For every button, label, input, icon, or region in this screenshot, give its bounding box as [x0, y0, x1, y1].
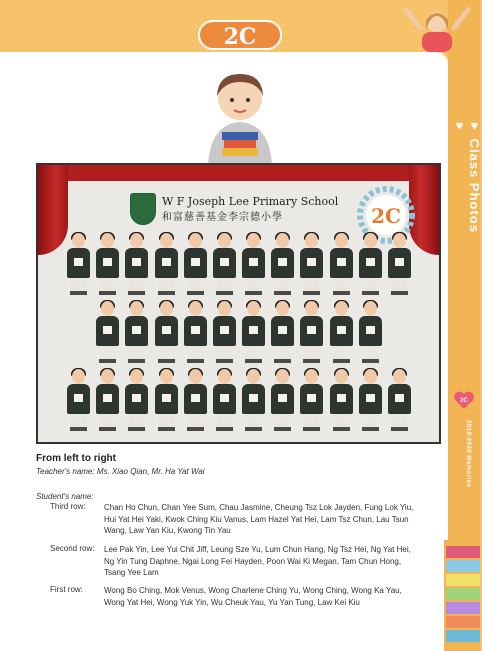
- student-shoe: [158, 359, 175, 363]
- student-shoe: [333, 291, 350, 295]
- student-head: [218, 369, 231, 384]
- student-shoe: [333, 359, 350, 363]
- student-legs: [304, 346, 319, 360]
- first-row-names: Wong Bo Ching, Mok Venus, Wong Charlene Ching Yu, Wong Ching, Wong Ka Yau, Wong Yat Hei, Wong Yuk Yin, Wu Cheuk Yau, Yu Yan Tung, Law Kei Kiu: [104, 586, 402, 607]
- student-legs: [217, 278, 232, 292]
- student-legs: [275, 346, 290, 360]
- student-shoe: [362, 291, 379, 295]
- second-row-names: Lee Pak Yin, Lee Yui Chit Jiff, Leung Sze Yu, Lum Chun Hang, Ng Tsz Hei, Ng Yat Hei, Ng Yin Tung Daphne, Ngai Long Fei Hayden, Poon Wai Ki Megan, Tam Chun Hong, Tsang Yee Lam: [104, 545, 411, 577]
- student-head: [335, 233, 348, 248]
- student-cert: [220, 326, 229, 334]
- student-figure: [122, 301, 150, 365]
- student-head: [247, 233, 260, 248]
- student-cert: [191, 326, 200, 334]
- student-cert: [74, 258, 83, 266]
- student-figure: [152, 301, 180, 365]
- student-shoe: [274, 291, 291, 295]
- student-figure: [268, 233, 296, 297]
- student-figure: [268, 369, 296, 433]
- student-legs: [392, 278, 407, 292]
- student-shoe: [128, 427, 145, 431]
- student-cert: [337, 258, 346, 266]
- student-shoe: [158, 427, 175, 431]
- student-figure: [239, 369, 267, 433]
- student-legs: [188, 278, 203, 292]
- student-shoe: [158, 291, 175, 295]
- student-head: [101, 233, 114, 248]
- student-cert: [220, 258, 229, 266]
- student-head: [335, 369, 348, 384]
- student-legs: [129, 414, 144, 428]
- student-legs: [334, 414, 349, 428]
- class-photo: [36, 163, 441, 444]
- student-head: [189, 233, 202, 248]
- student-shoe: [128, 291, 145, 295]
- student-head: [218, 301, 231, 316]
- student-legs: [129, 346, 144, 360]
- student-legs: [363, 278, 378, 292]
- student-head: [101, 369, 114, 384]
- student-figure: [93, 301, 121, 365]
- student-head: [101, 301, 114, 316]
- student-cert: [366, 326, 375, 334]
- student-figure: [268, 301, 296, 365]
- student-figure: [239, 301, 267, 365]
- student-shoe: [99, 291, 116, 295]
- student-head: [189, 301, 202, 316]
- class-badge: 2C: [198, 20, 282, 50]
- student-cert: [395, 258, 404, 266]
- student-head: [72, 233, 85, 248]
- student-head: [72, 369, 85, 384]
- student-legs: [363, 346, 378, 360]
- student-shoe: [303, 291, 320, 295]
- student-cert: [249, 326, 258, 334]
- student-shoe: [216, 427, 233, 431]
- student-head: [247, 301, 260, 316]
- student-cert: [191, 258, 200, 266]
- student-cert: [132, 258, 141, 266]
- student-figure: [181, 369, 209, 433]
- student-figure: [64, 233, 92, 297]
- student-figure: [356, 233, 384, 297]
- student-figure: [297, 369, 325, 433]
- student-shoe: [187, 427, 204, 431]
- student-legs: [100, 346, 115, 360]
- student-head: [276, 301, 289, 316]
- student-shoe: [70, 291, 87, 295]
- student-figure: [385, 233, 413, 297]
- student-head: [276, 233, 289, 248]
- teachers-names: Ms. Xiao Qian, Mr. Ha Yat Wai: [96, 467, 205, 476]
- student-figure: [327, 369, 355, 433]
- student-cert: [249, 394, 258, 402]
- student-head: [160, 301, 173, 316]
- student-figure: [64, 369, 92, 433]
- student-cert: [220, 394, 229, 402]
- first-row-label: First row:: [50, 585, 83, 594]
- student-legs: [246, 278, 261, 292]
- student-shoe: [391, 291, 408, 295]
- student-figure: [385, 369, 413, 433]
- student-head: [276, 369, 289, 384]
- student-shoe: [216, 359, 233, 363]
- student-cert: [162, 394, 171, 402]
- student-legs: [188, 346, 203, 360]
- student-shoe: [274, 359, 291, 363]
- student-shoe: [99, 427, 116, 431]
- student-figure: [356, 301, 384, 365]
- student-figure: [297, 301, 325, 365]
- student-head: [130, 233, 143, 248]
- school-name-en: W F Joseph Lee Primary School: [162, 195, 339, 208]
- student-figure: [122, 233, 150, 297]
- sidebar-title-text: ♥ Class Photos ♥: [452, 118, 482, 233]
- building-illustration: [444, 540, 480, 651]
- student-legs: [217, 414, 232, 428]
- student-head: [364, 301, 377, 316]
- student-figure: [93, 369, 121, 433]
- student-figure: [297, 233, 325, 297]
- student-cert: [162, 326, 171, 334]
- student-legs: [246, 414, 261, 428]
- school-crest-icon: [130, 193, 156, 225]
- student-cert: [249, 258, 258, 266]
- student-cert: [162, 258, 171, 266]
- student-legs: [363, 414, 378, 428]
- student-shoe: [303, 359, 320, 363]
- student-cert: [191, 394, 200, 402]
- student-head: [247, 369, 260, 384]
- student-figure: [239, 233, 267, 297]
- photo-row-third: [38, 233, 439, 297]
- student-cert: [278, 394, 287, 402]
- student-head: [393, 233, 406, 248]
- student-shoe: [303, 427, 320, 431]
- students-label: Student's name:: [36, 492, 94, 501]
- school-name: [162, 195, 338, 223]
- student-legs: [159, 346, 174, 360]
- student-figure: [152, 369, 180, 433]
- student-figure: [93, 233, 121, 297]
- student-shoe: [216, 291, 233, 295]
- student-shoe: [333, 427, 350, 431]
- photo-row-second: [38, 301, 439, 365]
- student-legs: [100, 278, 115, 292]
- sidebar-title: [452, 118, 482, 238]
- student-cert: [337, 394, 346, 402]
- student-legs: [304, 278, 319, 292]
- student-figure: [122, 369, 150, 433]
- student-shoe: [274, 427, 291, 431]
- student-cert: [307, 394, 316, 402]
- student-legs: [217, 346, 232, 360]
- student-cert: [307, 258, 316, 266]
- student-figure: [181, 301, 209, 365]
- student-legs: [275, 278, 290, 292]
- student-figure: [356, 369, 384, 433]
- photo-row-first: [38, 369, 439, 433]
- student-shoe: [245, 427, 262, 431]
- student-legs: [392, 414, 407, 428]
- student-shoe: [187, 359, 204, 363]
- student-legs: [304, 414, 319, 428]
- teachers-label: Teacher's name:: [36, 467, 95, 476]
- wreath-label: 2C: [371, 204, 401, 228]
- student-legs: [100, 414, 115, 428]
- sidebar-year: 2019-2020 Memories: [465, 420, 471, 488]
- student-cert: [278, 258, 287, 266]
- student-legs: [246, 346, 261, 360]
- student-cert: [337, 326, 346, 334]
- student-figure: [327, 301, 355, 365]
- student-head: [160, 233, 173, 248]
- student-legs: [275, 414, 290, 428]
- heart-icon: [453, 390, 475, 410]
- student-shoe: [187, 291, 204, 295]
- student-shoe: [70, 427, 87, 431]
- student-cert: [278, 326, 287, 334]
- student-shoe: [362, 359, 379, 363]
- student-legs: [334, 278, 349, 292]
- student-head: [130, 369, 143, 384]
- student-figure: [210, 369, 238, 433]
- third-row-names: Chan Ho Chun, Chan Yee Sum, Chau Jasmine, Cheung Tsz Lok Jayden, Fung Lok Yiu, Hui Yat Hei Yaki, Kwok Ching Kiu Vanus, Lam Hazel Yat Hei, Lam Tsz Chun, Lau Tsun Wang, Law Yan Kiu, Kwong Tin Yau: [104, 503, 414, 535]
- student-head: [189, 369, 202, 384]
- student-figure: [152, 233, 180, 297]
- caption-heading: From left to right: [36, 453, 116, 464]
- third-row-label: Third row:: [50, 502, 86, 511]
- girl-waving-illustration: [400, 6, 474, 52]
- student-head: [305, 233, 318, 248]
- student-legs: [71, 414, 86, 428]
- school-name-cn: 和富慈善基金李宗德小學: [162, 212, 283, 223]
- student-legs: [71, 278, 86, 292]
- teachers-line: [36, 467, 205, 476]
- student-figure: [181, 233, 209, 297]
- student-cert: [103, 326, 112, 334]
- student-legs: [188, 414, 203, 428]
- student-figure: [210, 233, 238, 297]
- student-legs: [129, 278, 144, 292]
- school-logo: [130, 191, 338, 227]
- student-shoe: [362, 427, 379, 431]
- curtain-top: [38, 165, 439, 181]
- student-cert: [103, 258, 112, 266]
- teacher-illustration: [200, 70, 280, 166]
- student-cert: [307, 326, 316, 334]
- student-cert: [395, 394, 404, 402]
- student-head: [393, 369, 406, 384]
- student-head: [364, 233, 377, 248]
- student-cert: [103, 394, 112, 402]
- student-shoe: [391, 427, 408, 431]
- student-shoe: [245, 291, 262, 295]
- student-legs: [159, 278, 174, 292]
- student-cert: [132, 394, 141, 402]
- student-head: [218, 233, 231, 248]
- student-figure: [327, 233, 355, 297]
- second-row-label: Second row:: [50, 544, 95, 553]
- student-legs: [159, 414, 174, 428]
- student-head: [130, 301, 143, 316]
- student-cert: [366, 258, 375, 266]
- student-figure: [210, 301, 238, 365]
- student-cert: [366, 394, 375, 402]
- student-shoe: [99, 359, 116, 363]
- heart-label: 2C: [460, 398, 468, 404]
- student-shoe: [128, 359, 145, 363]
- student-head: [335, 301, 348, 316]
- student-shoe: [245, 359, 262, 363]
- student-cert: [132, 326, 141, 334]
- student-head: [364, 369, 377, 384]
- student-head: [305, 301, 318, 316]
- student-legs: [334, 346, 349, 360]
- student-cert: [74, 394, 83, 402]
- student-head: [160, 369, 173, 384]
- student-head: [305, 369, 318, 384]
